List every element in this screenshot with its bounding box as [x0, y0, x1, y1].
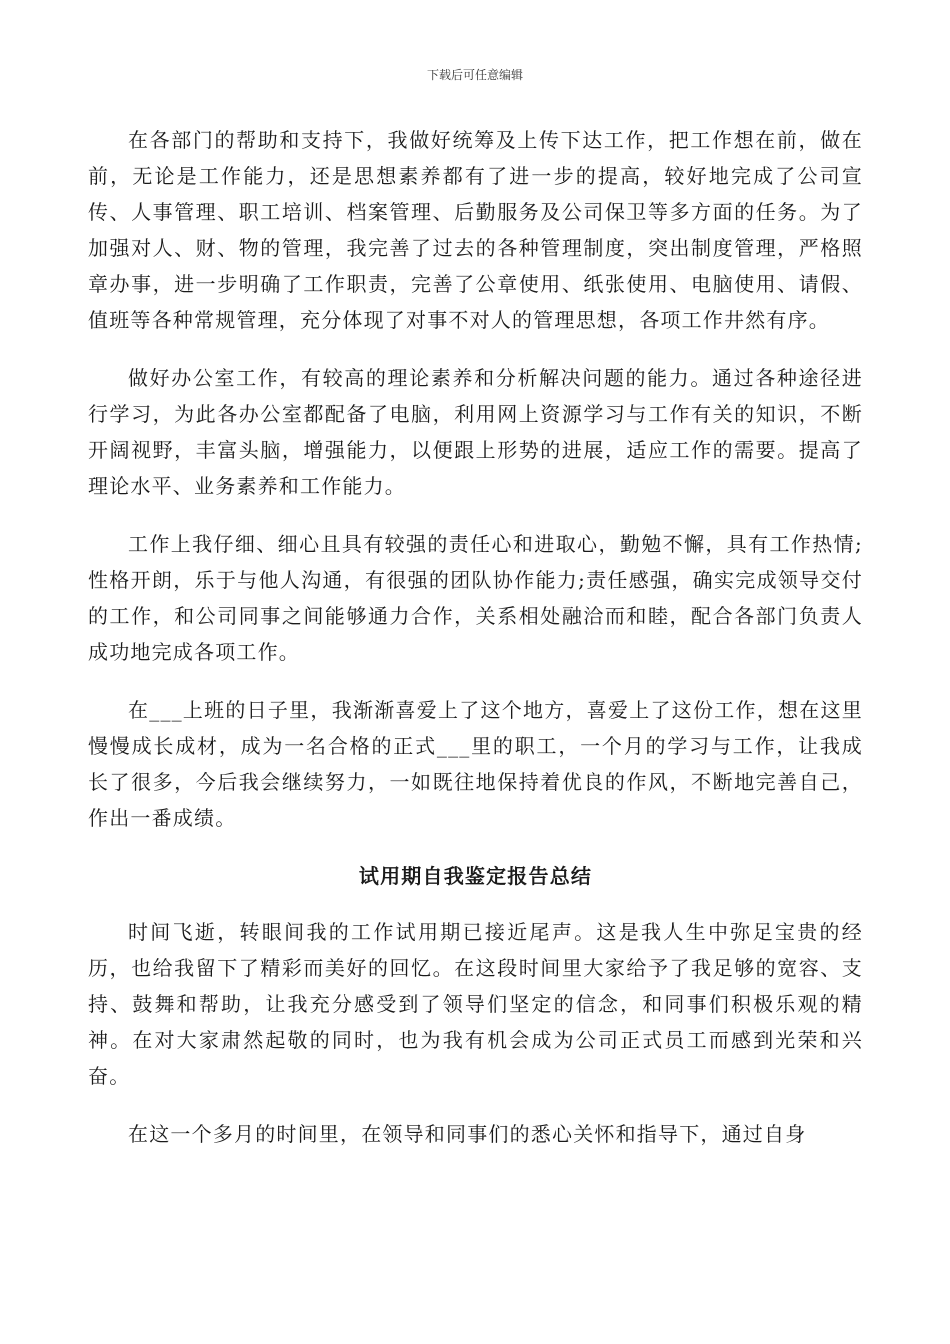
section-title: 试用期自我鉴定报告总结	[358, 864, 593, 888]
paragraph: 做好办公室工作，有较高的理论素养和分析解决问题的能力。通过各种途径进行学习，为此各办公室都配备了电脑，利用网上资源学习与工作有关的知识，不断开阔视野，丰富头脑，增强能力，以便跟上形势的进展，适应工作的需要。提高了理论水平、业务素养和工作能力。	[88, 366, 863, 498]
paragraph: 时间飞逝，转眼间我的工作试用期已接近尾声。这是我人生中弥足宝贵的经历，也给我留下了精彩而美好的回忆。在这段时间里大家给予了我足够的宽容、支持、鼓舞和帮助，让我充分感受到了领导们坚定的信念，和同事们积极乐观的精神。在对大家肃然起敬的同时，也为我有机会成为公司正式员工而感到光荣和兴奋。	[88, 920, 863, 1088]
paragraph: 在各部门的帮助和支持下，我做好统筹及上传下达工作，把工作想在前，做在前，无论是工作能力，还是思想素养都有了进一步的提高，较好地完成了公司宣传、人事管理、职工培训、档案管理、后勤服务及公司保卫等多方面的任务。为了加强对人、财、物的管理，我完善了过去的各种管理制度，突出制度管理，严格照章办事，进一步明确了工作职责，完善了公章使用、纸张使用、电脑使用、请假、值班等各种常规管理，充分体现了对事不对人的管理思想，各项工作井然有序。	[88, 128, 863, 332]
paragraph: 工作上我仔细、细心且具有较强的责任心和进取心，勤勉不懈，具有工作热情;性格开朗，乐于与他人沟通，有很强的团队协作能力;责任感强，确实完成领导交付的工作，和公司同事之间能够通力合作，关系相处融洽而和睦，配合各部门负责人成功地完成各项工作。	[88, 532, 863, 664]
paragraph: 在这一个多月的时间里，在领导和同事们的悉心关怀和指导下，通过自身	[128, 1122, 807, 1146]
document-body	[88, 122, 863, 1174]
page-header-note: 下载后可任意编辑	[426, 68, 523, 82]
paragraph: 在___上班的日子里，我渐渐喜爱上了这个地方，喜爱上了这份工作，想在这里慢慢成长成材，成为一名合格的正式___里的职工，一个月的学习与工作，让我成长了很多，今后我会继续努力，一如既往地保持着优良的作风，不断地完善自己，作出一番成绩。	[88, 698, 863, 830]
